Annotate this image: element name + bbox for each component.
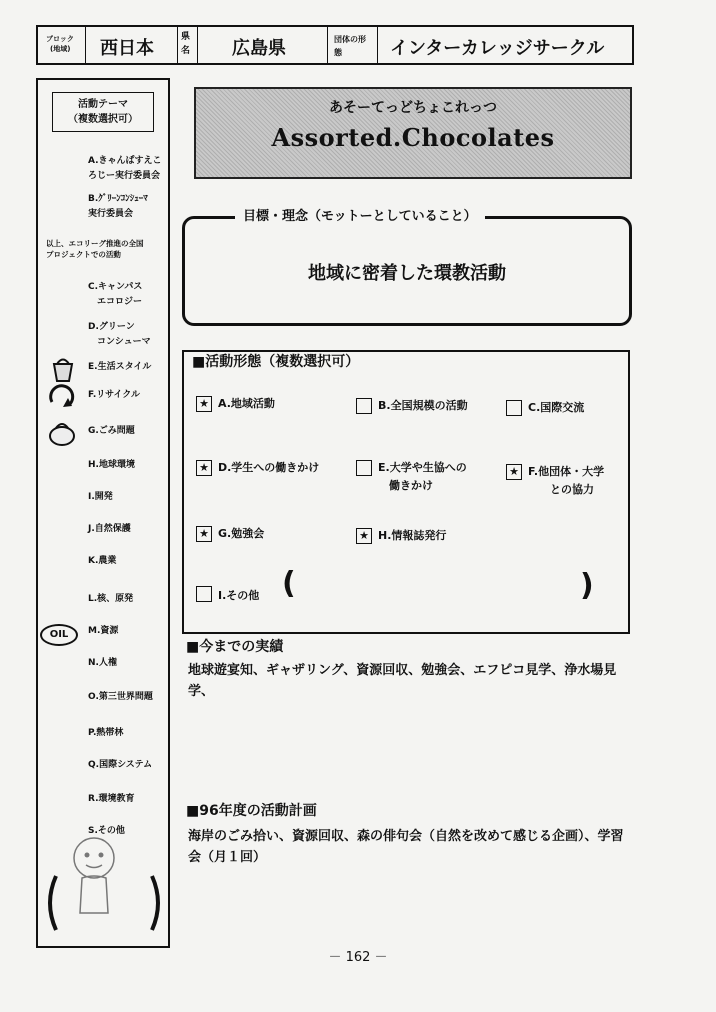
checkbox-star-mark: ★ bbox=[359, 529, 369, 542]
other-close-paren: ) bbox=[580, 568, 594, 603]
recycle-icon bbox=[44, 380, 78, 412]
theme-item-k: K.農業 bbox=[88, 556, 117, 566]
checkbox-e[interactable] bbox=[356, 460, 372, 476]
theme-item-l: L.核、原発 bbox=[88, 594, 134, 604]
theme-item-g: G.ごみ問題 bbox=[88, 426, 135, 436]
motto-box bbox=[182, 209, 632, 326]
garbage-bag-icon bbox=[46, 416, 78, 448]
page-number: － 162 － bbox=[328, 950, 388, 965]
pref-value-cell bbox=[198, 27, 328, 63]
group-name-kana: あそーてっどちょこれっつ bbox=[329, 100, 497, 116]
group-type-value: インターカレッジサークル bbox=[390, 38, 605, 59]
other-open-paren: ( bbox=[282, 566, 296, 601]
group-label: 団体の形態 bbox=[334, 35, 366, 57]
checkbox-star-mark: ★ bbox=[199, 397, 209, 410]
theme-item-n: N.人権 bbox=[88, 658, 117, 668]
option-c-label: C.国際交流 bbox=[528, 401, 585, 414]
oil-icon: OIL bbox=[40, 624, 78, 646]
option-e-label: E.大学や生協への 働きかけ bbox=[378, 461, 467, 492]
theme-subtitle: （複数選択可） bbox=[68, 114, 138, 125]
motto-text: 地域に密着した環教活動 bbox=[308, 263, 506, 284]
option-f-label: F.他団体・大学 との協力 bbox=[528, 465, 605, 496]
block-label-cell bbox=[38, 27, 86, 63]
checkbox-b[interactable] bbox=[356, 398, 372, 414]
theme-item-j: J.自然保護 bbox=[88, 524, 131, 534]
option-g-label: G.勉強会 bbox=[218, 527, 265, 540]
option-b-label: B.全国規模の活動 bbox=[378, 399, 468, 412]
block-sublabel: (地域) bbox=[50, 45, 71, 53]
pref-label-cell bbox=[178, 27, 198, 63]
block-label: ブロック bbox=[46, 35, 74, 43]
option-a-label: A.地域活動 bbox=[218, 397, 275, 410]
checkbox-d[interactable] bbox=[196, 460, 212, 476]
theme-item-h: H.地球環境 bbox=[88, 460, 135, 470]
theme-note: 以上、エコリーグ推進の全国 プロジェクトでの活動 bbox=[46, 239, 144, 259]
plan-text: 海岸のごみ拾い、資源回収、森の俳句会（自然を改めて感じる企画）、学習会（月１回） bbox=[188, 829, 624, 865]
theme-item-b: B.ｸﾞﾘｰﾝｺﾝｼｭｰﾏ 実行委員会 bbox=[88, 194, 148, 219]
group-name-banner bbox=[194, 87, 632, 179]
theme-title-box bbox=[52, 92, 154, 132]
theme-item-e: E.生活スタイル bbox=[88, 362, 152, 372]
checkbox-h[interactable] bbox=[356, 528, 372, 544]
checkbox-star-mark: ★ bbox=[199, 527, 209, 540]
block-value: 西日本 bbox=[100, 38, 154, 59]
theme-item-q: Q.国際システム bbox=[88, 760, 153, 770]
checkbox-star-mark: ★ bbox=[199, 461, 209, 474]
theme-title: 活動テーマ bbox=[78, 99, 128, 110]
theme-item-r: R.環境教育 bbox=[88, 794, 135, 804]
theme-item-o: O.第三世界問題 bbox=[88, 692, 153, 702]
option-d-label: D.学生への働きかけ bbox=[218, 461, 320, 474]
mascot-illustration bbox=[42, 828, 168, 938]
activity-form-title: ■活動形態（複数選択可） bbox=[192, 354, 360, 370]
theme-item-s: S.その他 bbox=[88, 826, 125, 836]
theme-item-f: F.リサイクル bbox=[88, 390, 140, 400]
pref-value: 広島県 bbox=[232, 38, 286, 59]
theme-item-a: A.きゃんぱすえこ ろじー実行委員会 bbox=[88, 156, 162, 181]
group-name-english: Assorted.Chocolates bbox=[271, 123, 555, 152]
theme-item-c: C.キャンパス エコロジー bbox=[88, 282, 143, 307]
checkbox-i[interactable] bbox=[196, 586, 212, 602]
theme-item-p: P.熱帯林 bbox=[88, 728, 124, 738]
checkbox-f[interactable] bbox=[506, 464, 522, 480]
checkbox-star-mark: ★ bbox=[509, 465, 519, 478]
checkbox-g[interactable] bbox=[196, 526, 212, 542]
activity-form-box bbox=[182, 350, 630, 634]
theme-item-d: D.グリーン コンシューマ bbox=[88, 322, 151, 347]
achievements-text: 地球遊宴知、ギャザリング、資源回収、勉強会、エフピコ見学、浄水場見学、 bbox=[188, 663, 617, 699]
pref-label: 県名 bbox=[181, 32, 191, 56]
motto-label: 目標・理念（モットーとしていること） bbox=[235, 205, 485, 224]
achievements-title: ■今までの実績 bbox=[186, 639, 284, 655]
theme-item-i: I.開発 bbox=[88, 492, 113, 502]
option-h-label: H.情報誌発行 bbox=[378, 529, 447, 542]
header-bar bbox=[36, 25, 634, 65]
theme-item-m: M.資源 bbox=[88, 626, 119, 636]
option-i-label: I.その他 bbox=[218, 589, 260, 602]
block-value-cell bbox=[86, 27, 178, 63]
plan-title: ■96年度の活動計画 bbox=[186, 803, 317, 819]
theme-sidebar bbox=[36, 78, 170, 948]
group-label-cell bbox=[328, 27, 378, 63]
checkbox-c[interactable] bbox=[506, 400, 522, 416]
checkbox-a[interactable] bbox=[196, 396, 212, 412]
